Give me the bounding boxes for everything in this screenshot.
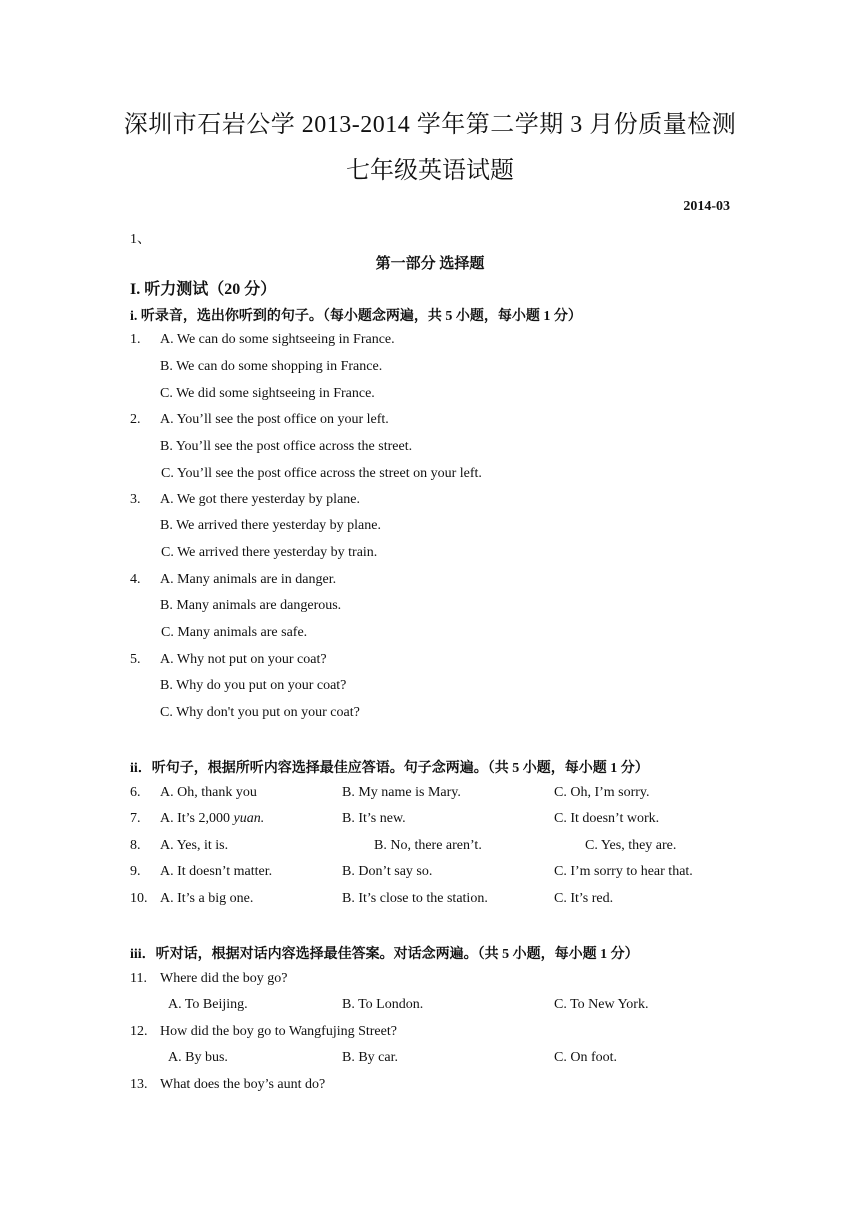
option-b: B. It’s close to the station. [342, 891, 488, 906]
question-number: 7. [130, 811, 141, 826]
option-a: A. It doesn’t matter. [160, 864, 273, 879]
question-number: 2. [130, 412, 141, 427]
option-b: B. To London. [342, 997, 424, 1012]
exam-subtitle: 七年级英语试题 [346, 158, 514, 184]
option-a [160, 811, 264, 827]
option-b: B. We can do some shopping in France. [160, 359, 383, 374]
option-c: C. We did some sightseeing in France. [160, 386, 375, 401]
question-number: 10. [130, 891, 148, 906]
question-number: 8. [130, 838, 141, 853]
option-a: A. Oh, thank you [160, 785, 257, 800]
question-number: 5. [130, 652, 141, 667]
option-c: C. Oh, I’m sorry. [554, 785, 650, 800]
option-c: C. It’s red. [554, 891, 614, 906]
exam-date: 2014-03 [683, 199, 730, 214]
option-c: C. Many animals are safe. [161, 625, 308, 640]
option-b: B. It’s new. [342, 811, 406, 826]
option-c: C. You’ll see the post office across the street on your left. [161, 466, 482, 481]
option-a: A. Many animals are in danger. [160, 572, 337, 587]
question-number: 13. [130, 1077, 148, 1092]
item-number: 1、 [130, 232, 151, 247]
option-a-italic: yuan. [233, 811, 265, 826]
question-number: 12. [130, 1024, 148, 1039]
option-a: A. It’s a big one. [160, 891, 254, 906]
question-text: How did the boy go to Wangfujing Street? [160, 1024, 397, 1039]
question-number: 4. [130, 572, 141, 587]
option-c: C. It doesn’t work. [554, 811, 660, 826]
sub-i-instruction: i. 听录音，选出你听到的句子。（每小题念两遍，共 5 小题，每小题 1 分） [130, 309, 582, 324]
option-c: C. We arrived there yesterday by train. [161, 545, 378, 560]
section-title: I. 听力测试（20 分） [130, 281, 277, 298]
option-b: B. By car. [342, 1050, 398, 1065]
option-a: A. Yes, it is. [160, 838, 229, 853]
option-b: B. We arrived there yesterday by plane. [160, 518, 381, 533]
question-text: What does the boy’s aunt do? [160, 1077, 326, 1092]
question-number: 11. [130, 971, 147, 986]
option-b: B. You’ll see the post office across the street. [160, 439, 413, 454]
question-number: 9. [130, 864, 141, 879]
option-c: C. I’m sorry to hear that. [554, 864, 693, 879]
option-a: A. We can do some sightseeing in France. [160, 332, 395, 347]
part-title: 第一部分 选择题 [375, 256, 485, 272]
sub-ii-instruction: ii．听句子，根据所听内容选择最佳应答语。句子念两遍。（共 5 小题，每小题 1 分） [130, 761, 649, 776]
question-number: 6. [130, 785, 141, 800]
sub-iii-instruction: iii．听对话，根据对话内容选择最佳答案。对话念两遍。（共 5 小题，每小题 1 分） [130, 947, 639, 962]
option-b: B. Many animals are dangerous. [160, 598, 342, 613]
option-b: B. Don’t say so. [342, 864, 433, 879]
option-a: A. You’ll see the post office on your left. [160, 412, 389, 427]
option-c: C. On foot. [554, 1050, 617, 1065]
option-a: A. To Beijing. [168, 997, 248, 1012]
option-c: C. To New York. [554, 997, 649, 1012]
option-a-text: A. It’s 2,000 [160, 811, 234, 826]
question-text: Where did the boy go? [160, 971, 288, 986]
option-c: C. Yes, they are. [585, 838, 677, 853]
question-number: 3. [130, 492, 141, 507]
option-c: C. Why don't you put on your coat? [160, 705, 360, 720]
question-number: 1. [130, 332, 141, 347]
option-b: B. My name is Mary. [342, 785, 461, 800]
option-a: A. By bus. [168, 1050, 228, 1065]
option-a: A. We got there yesterday by plane. [160, 492, 360, 507]
option-a: A. Why not put on your coat? [160, 652, 327, 667]
option-b: B. No, there aren’t. [374, 838, 482, 853]
exam-title: 深圳市石岩公学 2013-2014 学年第二学期 3 月份质量检测 [123, 112, 737, 138]
option-b: B. Why do you put on your coat? [160, 678, 347, 693]
